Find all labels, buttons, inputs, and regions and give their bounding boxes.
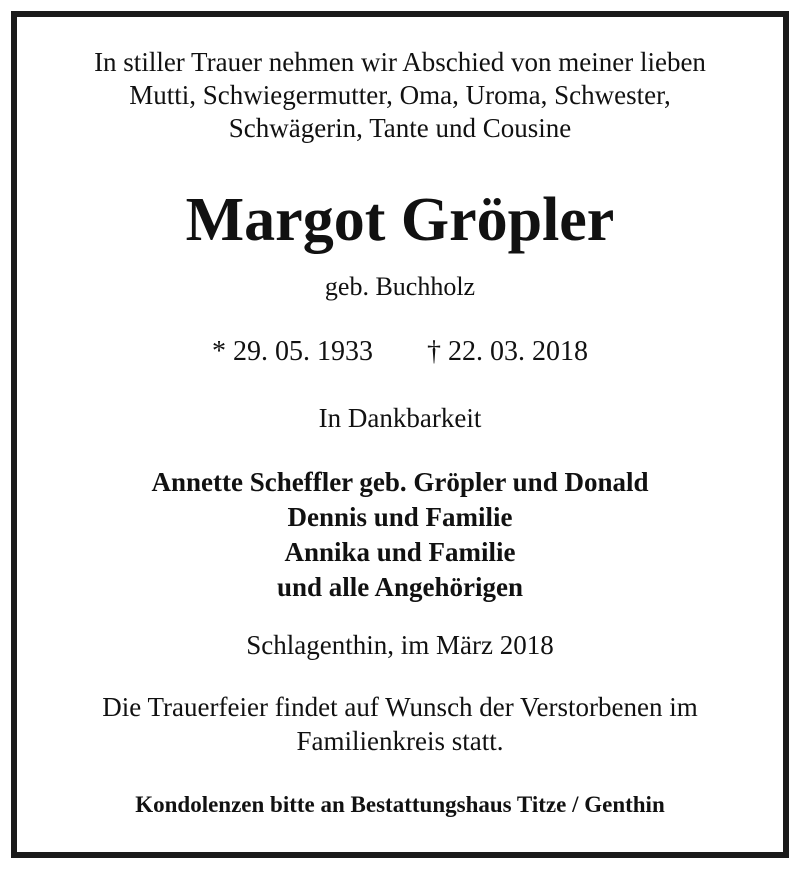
birth-date: * 29. 05. 1933 (212, 336, 373, 367)
place-date: Schlagenthin, im März 2018 (246, 630, 554, 660)
ceremony-note (37, 690, 763, 758)
condolences-note: Kondolenzen bitte an Bestattungshaus Titze / Genthin (135, 792, 665, 817)
death-date: † 22. 03. 2018 (427, 336, 588, 367)
mourner-line: Annika und Familie (284, 537, 516, 567)
intro-line: Schwägerin, Tante und Cousine (228, 113, 572, 143)
mourner-line: Dennis und Familie (287, 502, 513, 532)
mourner-line: Annette Scheffler geb. Gröpler und Donald (151, 467, 649, 497)
deceased-name: Margot Gröpler (185, 186, 615, 254)
obituary-content (17, 17, 783, 852)
obituary-frame (11, 11, 789, 858)
intro-line: In stiller Trauer nehmen wir Abschied von meiner lieben (94, 47, 706, 77)
intro-line: Mutti, Schwiegermutter, Oma, Uroma, Schwester, (129, 80, 671, 110)
life-dates (17, 335, 783, 369)
ceremony-line: Familienkreis statt. (296, 726, 504, 756)
mourner-line: und alle Angehörigen (276, 572, 524, 602)
mourners-list (17, 465, 783, 605)
intro-text (37, 46, 763, 145)
ceremony-line: Die Trauerfeier findet auf Wunsch der Verstorbenen im (102, 692, 698, 722)
gratitude-line: In Dankbarkeit (318, 403, 482, 433)
birth-name: geb. Buchholz (324, 272, 476, 301)
